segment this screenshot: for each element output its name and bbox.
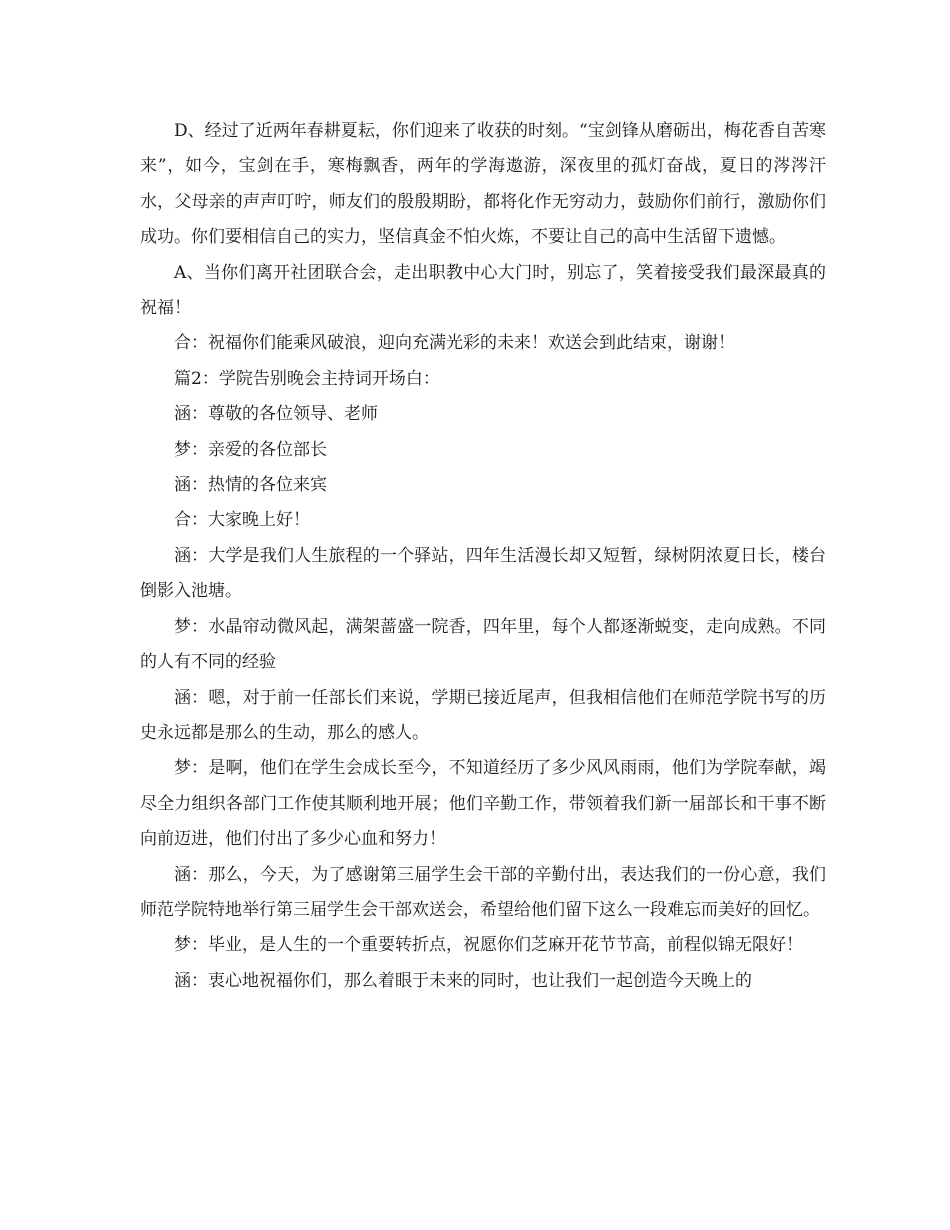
paragraph: 涵：嗯，对于前一任部长们来说，学期已接近尾声，但我相信他们在师范学院书写的历史永远都是那么的生动，那么的感人。 bbox=[140, 687, 826, 743]
paragraph: 梦：是啊，他们在学生会成长至今，不知道经历了多少风风雨雨，他们为学院奉献，竭尽全力组织各部门工作使其顺利地开展；他们辛勤工作，带领着我们新一届部长和干事不断向前迈进，他们付出了多少心血和努力！ bbox=[140, 758, 826, 850]
paragraph: 合：祝福你们能乘风破浪，迎向充满光彩的未来！欢送会到此结束，谢谢！ bbox=[174, 333, 735, 354]
paragraph: A、当你们离开社团联合会，走出职教中心大门时，别忘了，笑着接受我们最深最真的祝福！ bbox=[140, 262, 826, 319]
paragraph: 梦：亲爱的各位部长 bbox=[174, 439, 327, 460]
paragraph: 涵：大学是我们人生旅程的一个驿站，四年生活漫长却又短暂，绿树阴浓夏日长，楼台倒影入池塘。 bbox=[140, 545, 826, 602]
paragraph: 梦：水晶帘动微风起，满架蔷盛一院香，四年里，每个人都逐渐蜕变，走向成熟。不同的人有不同的经验 bbox=[140, 616, 826, 673]
paragraph: 涵：衷心地祝福你们，那么着眼于未来的同时，也让我们一起创造今天晚上的 bbox=[174, 970, 752, 991]
paragraph: 合：大家晚上好！ bbox=[174, 510, 310, 531]
paragraph: 涵：热情的各位来宾 bbox=[174, 475, 327, 496]
paragraph: 涵：尊敬的各位领导、老师 bbox=[174, 404, 378, 425]
paragraph: 梦：毕业，是人生的一个重要转折点，祝愿你们芝麻开花节节高，前程似锦无限好！ bbox=[174, 935, 803, 956]
section-heading: 篇2：学院告别晚会主持词开场白： bbox=[174, 368, 440, 389]
document-body bbox=[140, 114, 826, 999]
paragraph: D、经过了近两年春耕夏耘，你们迎来了收获的时刻。“宝剑锋从磨砺出，梅花香自苦寒来”，如今，宝剑在手，寒梅飘香，两年的学海遨游，深夜里的孤灯奋战，夏日的涔涔汗水，父母亲的声声叮咛，师友们的殷殷期盼，都将化作无穷动力，鼓励你们前行，激励你们成功。你们要相信自己的实力，坚信真金不怕火炼，不要让自己的高中生活留下遗憾。 bbox=[140, 121, 826, 248]
paragraph: 涵：那么，今天，为了感谢第三届学生会干部的辛勤付出，表达我们的一份心意，我们师范学院特地举行第三届学生会干部欢送会，希望给他们留下这么一段难忘而美好的回忆。 bbox=[140, 864, 826, 920]
